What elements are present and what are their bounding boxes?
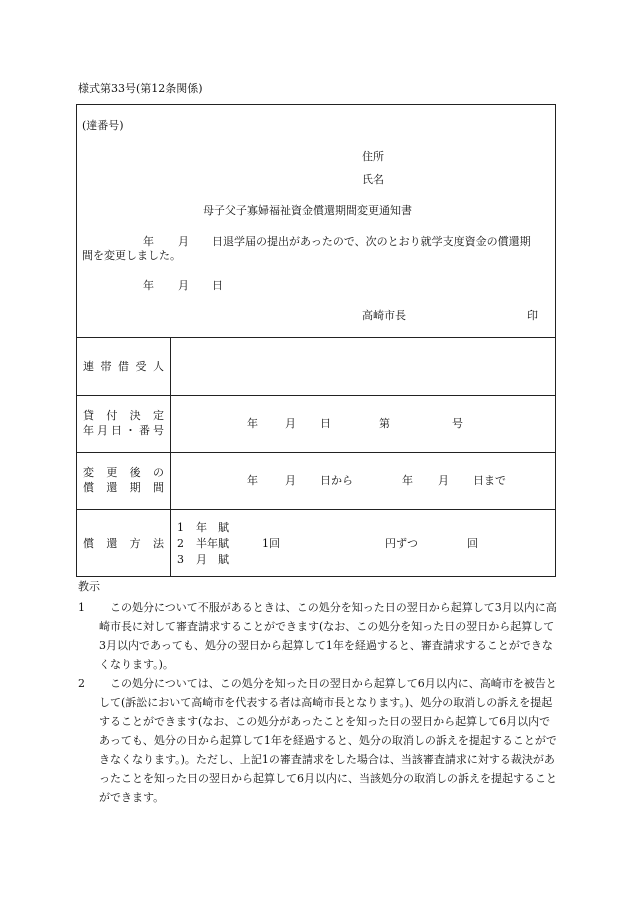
installment-once: 1回 (262, 537, 280, 550)
note-text: この処分については、この処分を知った日の翌日から起算して6月以内に、高崎市を被告として(訴訟において高崎市を代表する者は高崎市長となります。)、処分の取消しの訴えを提起することができます(なお、この処分があったことを知った日の翌日から起算して6月以内であっても、処分の日から起算して1年を経過すると、処分の取消しの訴えを提起することができなくなります。)。ただし、上記1の審査請求をした場合は、当該審査請求に対する裁決があったことを知った日の翌日から起算して6月以内に、当該処分の取消しの訴えを提起することができます。 (99, 677, 557, 804)
divider (76, 395, 556, 396)
loan-month: 月 (285, 417, 296, 430)
option-1-number: 1 (177, 521, 184, 534)
divider (76, 452, 556, 453)
loan-day: 日 (320, 417, 331, 430)
period-end-year: 年 (402, 474, 413, 487)
note-item (78, 674, 558, 808)
form-title: 様式第33号(第12条関係) (78, 82, 203, 95)
issuer-label: 高崎市長 (362, 309, 406, 322)
address-label: 住所 (362, 150, 384, 163)
option-2-number: 2 (177, 537, 184, 550)
name-label: 氏名 (362, 173, 384, 186)
option-3-number: 3 (177, 553, 184, 566)
installment-yen-each: 円ずつ (385, 537, 418, 550)
body-text-continued: 間を変更しました。 (82, 249, 181, 262)
seal-mark: 印 (527, 309, 538, 322)
option-semiannual: 半年賦 (196, 537, 229, 550)
column-divider (170, 337, 171, 577)
period-start-year: 年 (247, 474, 258, 487)
form-frame (76, 104, 556, 577)
divider (76, 337, 556, 338)
period-start-month: 月 (285, 474, 296, 487)
note-item (78, 598, 558, 674)
note-number: 1 (78, 601, 85, 614)
note-text: この処分について不服があるときは、この処分を知った日の翌日から起算して3月以内に高崎市長に対して審査請求することができます(なお、この処分を知った日の翌日から起算して3月以内であっても、処分の翌日から起算して1年を経過すると、審査請求することができなくなります。)。 (99, 601, 557, 671)
guarantor-label: 連 帯 借 受 人 (83, 360, 164, 373)
body-text: 日退学届の提出があったので、次のとおり就学支度資金の償還期 (212, 235, 531, 248)
body-month: 月 (178, 235, 189, 248)
changed-period-label: 変 更 後 の 償 還 期 間 (83, 466, 164, 494)
body-year: 年 (143, 235, 154, 248)
date-year: 年 (143, 279, 154, 292)
serial-number-label: (達番号) (82, 119, 124, 132)
document-title: 母子父子寡婦福祉資金償還期間変更通知書 (203, 204, 412, 217)
option-monthly: 月 賦 (196, 553, 229, 566)
option-annual: 年 賦 (196, 521, 229, 534)
period-end-month: 月 (438, 474, 449, 487)
loan-number-suffix: 号 (452, 417, 463, 430)
repayment-method-label: 償 還 方 法 (83, 537, 164, 550)
date-month: 月 (178, 279, 189, 292)
loan-decision-label: 貸 付 決 定 年 月 日 ・ 番 号 (83, 409, 164, 437)
notes-heading: 教示 (78, 580, 100, 593)
note-number: 2 (78, 677, 85, 690)
loan-year: 年 (247, 417, 258, 430)
loan-number-prefix: 第 (379, 417, 390, 430)
period-end-day: 日まで (473, 474, 506, 487)
installment-times: 回 (467, 537, 478, 550)
period-start-day: 日から (320, 474, 353, 487)
date-day: 日 (212, 279, 223, 292)
divider (76, 509, 556, 510)
